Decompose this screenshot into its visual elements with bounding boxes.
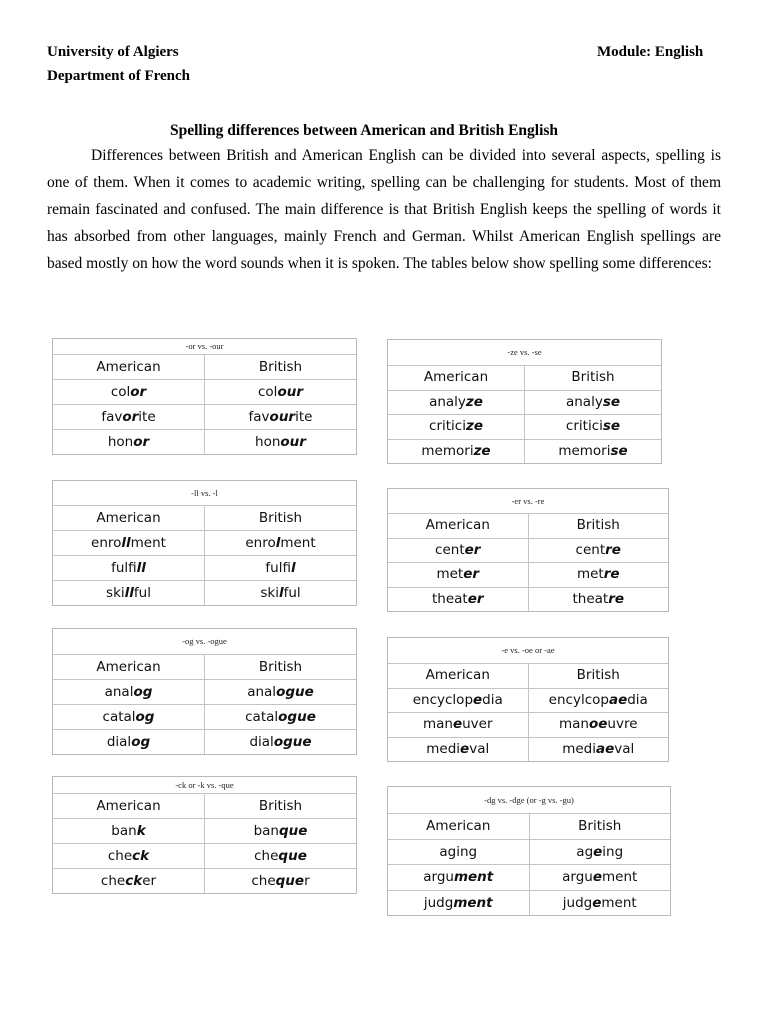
spelling-difference: ment [453,894,493,911]
spelling-difference: er [463,566,480,582]
word-stem: hon [107,434,134,450]
table-row [388,891,670,916]
spelling-difference: k [136,823,146,839]
word-stem: man [558,716,589,732]
column-header-british: British [528,514,669,538]
british-spelling [524,440,661,464]
british-spelling [528,689,669,713]
spelling-difference: que [275,873,305,889]
british-spelling [204,705,356,729]
word-stem: cent [435,541,465,558]
spelling-difference: og [135,709,155,725]
word-stem: anal [247,684,277,700]
table-header-row [53,655,356,680]
table-row [53,819,356,844]
word-stem: che [251,873,276,889]
american-spelling [388,891,529,916]
word-stem: che [100,873,126,889]
word-ending: r [304,873,310,889]
word-ending: ment [601,894,637,911]
table-caption: -ck or -k vs. -que [53,777,356,794]
table-caption: -e vs. -oe or -ae [388,638,668,664]
table-caption: -or vs. -our [53,339,356,355]
spelling-difference: e [592,894,602,911]
spelling-difference: se [610,442,628,459]
american-spelling [53,430,204,454]
word-stem: theat [431,590,468,607]
british-spelling [529,840,671,865]
word-stem: argu [423,869,454,885]
word-stem: man [422,716,453,732]
table-og-ogue [52,628,357,755]
university-name: University of Algiers [47,44,179,60]
american-spelling [388,440,524,464]
american-spelling [388,563,528,587]
british-spelling [204,869,356,893]
page-title: Spelling differences between American and British English [169,122,559,139]
word-stem: fulfi [265,560,291,576]
american-spelling [53,380,204,404]
spelling-difference: or [122,409,139,425]
word-ending: ment [130,535,166,551]
american-spelling [53,819,204,843]
american-spelling [53,581,204,605]
spelling-difference: l [290,560,296,576]
word-stem: fav [101,409,123,425]
american-spelling [53,531,204,555]
intro-paragraph: Differences between British and American English can be divided into several aspects, spelling is one of them. When it comes to academic writing, spelling can be challenging for students. Most of them remain fascinated and confused. The main difference is that British English keeps the spelling of words it has absorbed from other languages, mainly French and German. Whilst American English spellings are based mostly on how the word sounds when it is spoken. The tables below show spelling some differences: [47,147,721,272]
column-header-american: American [426,818,491,834]
word-ending: ing [602,843,624,860]
american-spelling [53,844,204,868]
table-row [53,531,356,556]
american-spelling [388,738,528,762]
table-row [388,588,668,612]
spelling-difference: que [278,823,308,839]
spelling-difference: er [467,590,484,607]
word-stem: analy [429,393,466,410]
british-spelling [204,380,356,404]
spelling-difference: ae [595,740,615,757]
table-header-row [53,355,356,380]
word-stem: ski [106,585,125,601]
british-spelling [528,713,669,737]
table-header-row [53,794,356,819]
spelling-difference: og [133,684,153,700]
british-spelling [528,563,669,587]
table-row [388,738,668,762]
column-header-american: American [96,659,161,675]
word-stem: met [576,566,604,582]
spelling-difference: er [464,541,481,558]
word-stem: aging [439,843,478,860]
table-header-row [388,664,668,689]
word-ending: uver [462,716,493,732]
table-row [53,581,356,605]
word-ending: dia [627,691,648,708]
spelling-difference: oe [588,716,608,732]
table-header-row [388,514,668,539]
word-stem: met [436,566,464,582]
spelling-difference: ze [465,418,483,434]
word-stem: enro [91,535,122,551]
word-stem: judg [562,894,593,911]
table-row [388,865,670,891]
spelling-difference: ogue [276,684,314,700]
spelling-difference: se [602,393,621,410]
british-spelling [528,588,669,612]
word-stem: judg [423,894,454,911]
spelling-difference: ment [453,869,494,885]
british-spelling [204,680,356,704]
spelling-difference: og [131,734,151,750]
word-ending: val [614,740,635,757]
american-spelling [53,405,204,429]
table-dg-dge [387,786,671,916]
spelling-difference: re [608,590,625,607]
word-ending: ment [280,535,316,551]
table-row [53,430,356,454]
column-header-british: British [204,794,356,818]
spelling-difference: ogue [273,734,312,750]
word-stem: analy [565,393,603,410]
table-caption: -ze vs. -se [388,340,661,366]
word-stem: critici [565,418,603,434]
word-stem: dial [106,734,132,750]
american-spelling [388,415,524,439]
table-row [53,705,356,730]
british-spelling [204,844,356,868]
table-row [388,563,668,588]
word-stem: catal [245,709,279,725]
british-spelling [204,819,356,843]
word-ending: ment [602,869,638,885]
word-ending: er [142,873,157,889]
word-stem: col [258,384,278,400]
british-spelling [528,539,669,563]
british-spelling [524,391,661,415]
table-row [388,713,668,738]
table-caption: -dg vs. -dge (or -g vs. -gu) [388,787,670,814]
table-caption: -og vs. -ogue [53,629,356,655]
spelling-difference: ll [136,560,146,576]
table-row [388,440,661,464]
table-row [53,380,356,405]
spelling-difference: our [269,409,296,425]
table-row [388,539,668,564]
spelling-difference: ze [465,393,483,410]
american-spelling [388,391,524,415]
british-spelling [204,430,356,454]
british-spelling [204,581,356,605]
word-stem: anal [104,684,134,700]
spelling-difference: ck [132,848,150,864]
british-spelling [524,415,661,439]
spelling-difference: e [593,843,603,860]
word-stem: hon [255,434,281,450]
word-stem: theat [572,590,609,607]
column-header-british: British [524,366,661,390]
word-stem: che [107,848,133,864]
column-header-british: British [204,506,356,530]
spelling-difference: e [460,740,470,757]
column-header-american: American [425,517,490,533]
table-header-row [388,814,670,840]
word-stem: cent [575,541,606,558]
spelling-difference: e [452,716,463,732]
british-spelling [528,738,669,762]
spelling-difference: e [473,691,483,708]
spelling-difference: ze [473,442,491,459]
table-row [388,415,661,440]
british-spelling [529,891,671,916]
table-row [53,730,356,754]
word-stem: argu [562,869,593,885]
table-row [53,556,356,581]
word-ending: val [469,740,490,757]
word-stem: ski [260,585,279,601]
table-header-row [53,506,356,531]
american-spelling [53,705,204,729]
column-header-american: American [96,510,161,526]
american-spelling [388,865,529,890]
spelling-difference: ae [608,691,628,708]
table-row [388,689,668,714]
spelling-difference: que [278,848,307,864]
british-spelling [204,730,356,754]
table-or-our [52,338,357,455]
word-stem: encyclop [412,691,474,708]
word-stem: che [254,848,279,864]
spelling-difference: l [275,535,281,551]
word-stem: ag [576,843,594,860]
spelling-difference: re [603,566,620,582]
word-stem: medi [426,740,461,757]
column-header-british: British [204,355,356,379]
word-stem: encylcop [548,691,609,708]
word-stem: col [110,384,131,400]
word-ending: ful [283,585,301,601]
american-spelling [388,588,528,612]
spelling-difference: or [130,384,147,400]
british-spelling [204,556,356,580]
column-header-american: American [96,359,161,375]
table-row [53,680,356,705]
american-spelling [53,869,204,893]
column-header-british: British [529,814,671,839]
spelling-difference: our [280,434,306,450]
british-spelling [204,531,356,555]
spelling-difference: our [277,384,303,400]
spelling-difference: e [592,869,603,885]
word-stem: catal [102,709,136,725]
american-spelling [388,840,529,865]
table-row [53,844,356,869]
column-header-british: British [528,664,669,688]
word-ending: uvre [607,716,638,732]
table-row [53,405,356,430]
spelling-difference: or [133,434,150,450]
spelling-difference: ll [124,585,134,601]
column-header-american: American [425,667,490,683]
word-stem: enro [245,535,276,551]
table-ze-se [387,339,662,464]
word-stem: fav [248,409,270,425]
word-stem: memori [421,442,474,459]
word-ending: dia [482,691,503,708]
american-spelling [53,730,204,754]
table-caption: -er vs. -re [388,489,668,514]
american-spelling [388,689,528,713]
american-spelling [53,556,204,580]
word-ending: ite [138,409,156,425]
table-caption: -ll vs. -l [53,481,356,506]
table-row [388,391,661,416]
word-stem: dial [249,734,274,750]
table-ck-que [52,776,357,894]
word-stem: ban [253,823,279,839]
british-spelling [204,405,356,429]
column-header-american: American [96,798,161,814]
american-spelling [388,713,528,737]
american-spelling [53,680,204,704]
table-header-row [388,366,661,391]
word-stem: medi [562,740,596,757]
table-er-re [387,488,669,612]
table-e-oe-ae [387,637,669,762]
spelling-difference: ogue [278,709,316,725]
word-stem: memori [558,442,611,459]
word-stem: critici [429,418,466,434]
table-row [388,840,670,866]
spelling-difference: ck [125,873,143,889]
table-row [53,869,356,893]
module-label: Module: English [597,44,704,60]
word-stem: fulfi [111,560,137,576]
spelling-difference: re [605,541,621,558]
word-ending: ite [295,409,313,425]
british-spelling [529,865,671,890]
table-ll-l [52,480,357,606]
department-name: Department of French [47,68,191,84]
word-stem: ban [111,823,137,839]
spelling-difference: l [278,585,284,601]
spelling-difference: se [602,418,621,434]
spelling-difference: ll [121,535,131,551]
column-header-british: British [204,655,356,679]
column-header-american: American [423,369,489,385]
word-ending: ful [133,585,151,601]
american-spelling [388,539,528,563]
